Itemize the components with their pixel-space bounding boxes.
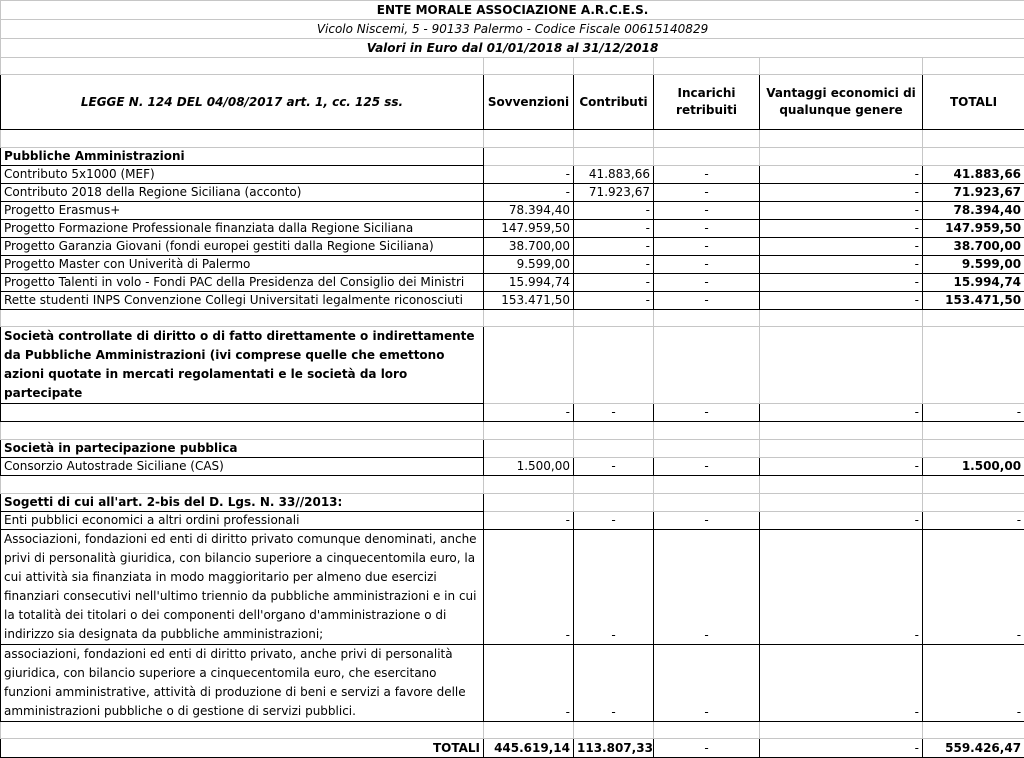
- report-address: Vicolo Niscemi, 5 - 90133 Palermo - Codice Fiscale 00615140829: [1, 20, 1024, 39]
- cell-sov: 78.394,40: [484, 202, 574, 220]
- cell-con: -: [574, 292, 654, 310]
- cell-tot: 78.394,40: [923, 202, 1024, 220]
- cell-tot: 147.959,50: [923, 220, 1024, 238]
- cell-sov: 153.471,50: [484, 292, 574, 310]
- table-row: [1, 184, 1024, 202]
- cell-tot: 38.700,00: [923, 238, 1024, 256]
- total-grand: 559.426,47: [923, 739, 1024, 758]
- total-vantaggi: -: [760, 739, 923, 758]
- total-sovvenzioni: 445.619,14: [484, 739, 574, 758]
- cell-con: -: [574, 238, 654, 256]
- cell-van: -: [760, 292, 923, 310]
- section-pubbliche-amministrazioni: [1, 166, 1024, 310]
- cell-con: -: [574, 256, 654, 274]
- table-row: [1, 274, 1024, 292]
- table-row: - - - - -: [1, 404, 1024, 422]
- cell-van: -: [760, 184, 923, 202]
- table-row: Consorzio Autostrade Siciliane (CAS) 1.500,00 - - - 1.500,00: [1, 458, 1024, 476]
- cell-label: Progetto Erasmus+: [1, 202, 484, 220]
- cell-van: -: [760, 256, 923, 274]
- cell-inc: -: [654, 274, 760, 292]
- cell-label: Rette studenti INPS Convenzione Collegi Universitati legalmente riconosciuti: [1, 292, 484, 310]
- cell-tot: 9.599,00: [923, 256, 1024, 274]
- section-title-soggetti-art-2bis: Sogetti di cui all'art. 2-bis del D. Lgs. N. 33//2013:: [1, 494, 484, 512]
- column-header-incarichi: Incarichi retribuiti: [654, 75, 760, 130]
- cell-tot: 41.883,66: [923, 166, 1024, 184]
- cell-con: 41.883,66: [574, 166, 654, 184]
- cell-con: -: [574, 220, 654, 238]
- cell-inc: -: [654, 184, 760, 202]
- cell-tot: 15.994,74: [923, 274, 1024, 292]
- cell-van: -: [760, 220, 923, 238]
- section-title-pubbliche-amministrazioni: Pubbliche Amministrazioni: [1, 148, 484, 166]
- cell-inc: -: [654, 220, 760, 238]
- cell-inc: -: [654, 238, 760, 256]
- column-header-law: LEGGE N. 124 DEL 04/08/2017 art. 1, cc. 125 ss.: [1, 75, 484, 130]
- column-header-vantaggi: Vantaggi economici di qualunque genere: [760, 75, 923, 130]
- cell-con: 71.923,67: [574, 184, 654, 202]
- table-row: Enti pubblici economici a altri ordini professionali - - - - -: [1, 512, 1024, 530]
- cell-label: Progetto Talenti in volo - Fondi PAC della Presidenza del Consiglio dei Ministri: [1, 274, 484, 292]
- cell-inc: -: [654, 166, 760, 184]
- cell-label: Contributo 5x1000 (MEF): [1, 166, 484, 184]
- table-row: Associazioni, fondazioni ed enti di diritto privato comunque denominati, anche privi di personalità giuridica, con bilancio superiore a cinquecentomila euro, la cui attività sia finanziata in modo maggioritario per almeno due esercizi finanziari consecutivi nell'ultimo triennio da pubbliche amministrazioni e in cui la totalità dei titolari o dei componenti dell'organo d'amministrazione o di indirizzo sia designata da pubbliche amministrazioni; - - - - -: [1, 530, 1024, 645]
- column-header-totali: TOTALI: [923, 75, 1024, 130]
- cell-label: Progetto Master con Univerità di Palermo: [1, 256, 484, 274]
- cell-sov: -: [484, 184, 574, 202]
- cell-van: -: [760, 274, 923, 292]
- cell-sov: -: [484, 166, 574, 184]
- table-row: [1, 220, 1024, 238]
- table-row: associazioni, fondazioni ed enti di diritto privato, anche privi di personalità giuridica, con bilancio superiore a cinquecentomila euro, che esercitano funzioni amministrative, attività di produzione di beni e servizi a favore delle amministrazioni pubbliche o di gestione di servizi pubblici. - - - - -: [1, 645, 1024, 722]
- column-header-contributi: Contributi: [574, 75, 654, 130]
- total-contributi: 113.807,33: [574, 739, 654, 758]
- cell-tot: 153.471,50: [923, 292, 1024, 310]
- cell-van: -: [760, 166, 923, 184]
- table-row: [1, 256, 1024, 274]
- cell-con: -: [574, 202, 654, 220]
- cell-van: -: [760, 202, 923, 220]
- table-row: [1, 166, 1024, 184]
- cell-sov: 15.994,74: [484, 274, 574, 292]
- total-incarichi: -: [654, 739, 760, 758]
- cell-label: Contributo 2018 della Regione Siciliana (acconto): [1, 184, 484, 202]
- cell-inc: -: [654, 202, 760, 220]
- table-row: [1, 292, 1024, 310]
- section-title-societa-controllate: Società controllate di diritto o di fatto direttamente o indirettamente da Pubbliche Amministrazioni (ivi comprese quelle che emettono azioni quotate in mercati regolamentati e le società da loro partecipate: [1, 327, 484, 404]
- cell-label: Progetto Formazione Professionale finanziata dalla Regione Siciliana: [1, 220, 484, 238]
- cell-sov: 147.959,50: [484, 220, 574, 238]
- cell-con: -: [574, 274, 654, 292]
- cell-sov: 38.700,00: [484, 238, 574, 256]
- table-row: [1, 238, 1024, 256]
- cell-inc: -: [654, 256, 760, 274]
- report-title: ENTE MORALE ASSOCIAZIONE A.R.C.E.S.: [1, 1, 1024, 20]
- section-title-partecipazione-pubblica: Società in partecipazione pubblica: [1, 440, 484, 458]
- table-row: [1, 202, 1024, 220]
- column-header-sovvenzioni: Sovvenzioni: [484, 75, 574, 130]
- cell-label: Progetto Garanzia Giovani (fondi europei gestiti dalla Regione Siciliana): [1, 238, 484, 256]
- report-period: Valori in Euro dal 01/01/2018 al 31/12/2018: [1, 39, 1024, 58]
- cell-sov: 9.599,00: [484, 256, 574, 274]
- cell-van: -: [760, 238, 923, 256]
- cell-tot: 71.923,67: [923, 184, 1024, 202]
- cell-inc: -: [654, 292, 760, 310]
- totals-label: TOTALI: [1, 739, 484, 758]
- totals-row: [1, 739, 1024, 758]
